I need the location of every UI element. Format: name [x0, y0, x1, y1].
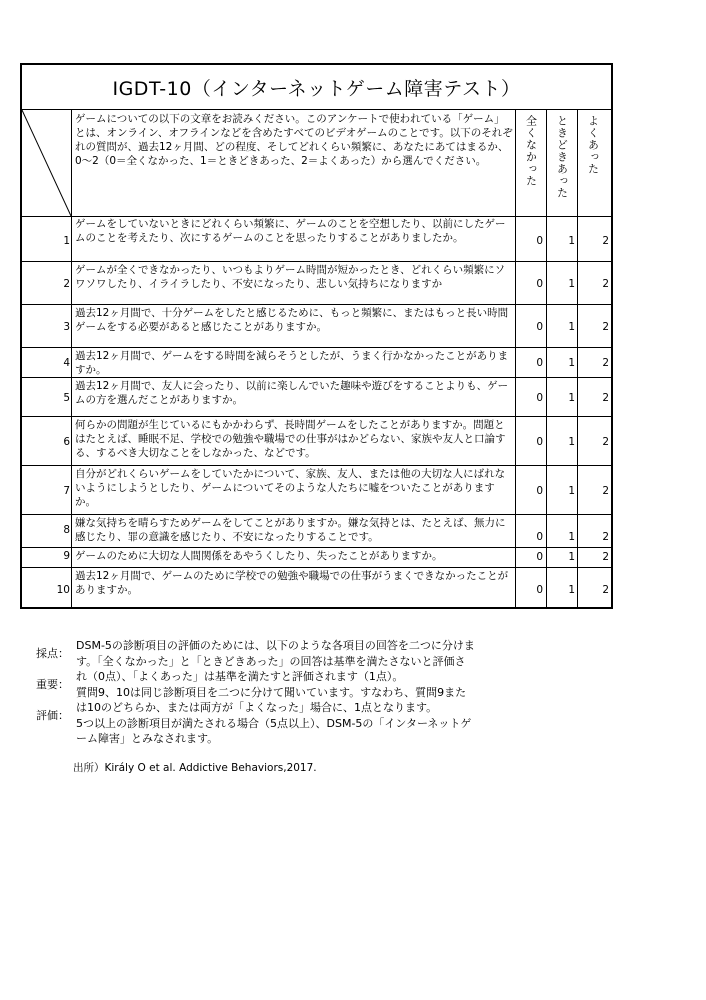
- page-title: IGDT-10（インターネットゲーム障害テスト）: [22, 65, 611, 110]
- score-never: 0: [536, 551, 543, 563]
- score-never: 0: [536, 235, 543, 247]
- score-never: 0: [536, 321, 543, 333]
- important-text: 質問9、10は同じ診断項目を二つに分けて聞いています。すなわち、質問9または10のどちらか、または両方が「よくなった」場合に、1点となります。: [76, 685, 467, 714]
- score-sometimes: 1: [568, 584, 575, 596]
- scoring-text: DSM-5の診断項目の評価のためには、以下のような各項目の回答を二つに分けます。「全くなかった」と「ときどきあった」の回答は基準を満たさないと評価され（0点）、「よくあった」は基準を満たすと評価されます（1点）。: [76, 639, 475, 683]
- score-sometimes: 1: [568, 357, 575, 369]
- column-header-never: 全くなかった: [524, 115, 538, 187]
- questionnaire-table: [20, 63, 613, 609]
- source-citation: 出所）Király O et al. Addictive Behaviors,2017.: [73, 762, 317, 774]
- score-never: 0: [536, 531, 543, 543]
- notes-body: [76, 638, 476, 747]
- score-sometimes: 1: [568, 531, 575, 543]
- question-text: 自分がどれくらいゲームをしていたかについて、家族、友人、または他の大切な人にばれないようにしようとしたり、ゲームについてそのような人たちに嘘をついたことがありますか。: [75, 468, 506, 508]
- question-text: 過去12ヶ月間で、ゲームのために学校での勉強や職場での仕事がうまくできなかったことがありますか。: [75, 570, 509, 596]
- score-never: 0: [536, 485, 543, 497]
- question-number: 6: [63, 436, 70, 448]
- score-sometimes: 1: [568, 392, 575, 404]
- score-sometimes: 1: [568, 278, 575, 290]
- question-text: 過去12ヶ月間で、友人に会ったり、以前に楽しんでいた趣味や遊びをすることよりも、ゲームの方を選んだことがありますか。: [75, 380, 509, 406]
- score-often: 2: [602, 357, 609, 369]
- column-header-sometimes: ときどきあった: [555, 115, 569, 199]
- question-number: 2: [63, 278, 70, 290]
- grid-line: [577, 110, 578, 607]
- column-header-often: よくあった: [586, 115, 600, 175]
- question-text: 何らかの問題が生じているにもかかわらず、長時間ゲームをしたことがありますか。問題とはたとえば、睡眠不足、学校での勉強や職場での仕事がはかどらない、家族や友人と口論する、するべき大切なことをしなかった、などです。: [75, 419, 506, 459]
- important-label: 重要：: [36, 678, 69, 691]
- evaluation-text: 5つ以上の診断項目が満たされる場合（5点以上）、DSM-5の「インターネットゲーム障害」とみなされます。: [76, 716, 472, 745]
- score-often: 2: [602, 278, 609, 290]
- score-sometimes: 1: [568, 235, 575, 247]
- score-never: 0: [536, 584, 543, 596]
- score-sometimes: 1: [568, 551, 575, 563]
- question-number: 4: [63, 357, 70, 369]
- score-never: 0: [536, 436, 543, 448]
- evaluation-label: 評価：: [36, 709, 69, 722]
- score-often: 2: [602, 321, 609, 333]
- score-often: 2: [602, 551, 609, 563]
- question-text: 嫌な気持ちを晴らすためゲームをしてことがありますか。嫌な気持とは、たとえば、無力に感じたり、罪の意識を感じたり、不安になったりすることです。: [75, 517, 506, 543]
- scoring-label: 採点：: [36, 647, 69, 660]
- score-often: 2: [602, 392, 609, 404]
- score-often: 2: [602, 235, 609, 247]
- question-number: 7: [63, 485, 70, 497]
- score-often: 2: [602, 584, 609, 596]
- question-text: ゲームのために大切な人間関係をあやうくしたり、失ったことがありますか。: [75, 550, 443, 562]
- score-sometimes: 1: [568, 321, 575, 333]
- question-text: ゲームをしていないときにどれくらい頻繁に、ゲームのことを空想したり、以前にしたゲームのことを考えたり、次にするゲームのことを思ったりすることがありましたか。: [75, 218, 506, 244]
- question-number: 3: [63, 321, 70, 333]
- question-text: 過去12ヶ月間で、十分ゲームをしたと感じるために、もっと頻繁に、またはもっと長い時間ゲームをする必要があると感じたことがありますか。: [75, 307, 509, 333]
- question-number: 5: [63, 392, 70, 404]
- instructions-text: ゲームについての以下の文章をお読みください。このアンケートで使われている「ゲーム」とは、オンライン、オフラインなどを含めたすべてのビデオゲームのことです。以下のそれぞれの質問が、過去12ヶ月間、どの程度、そしてどれくらい頻繁に、あなたにあてはまるか、0～2（0＝全くなかった、1＝ときどきあった、2＝よくあった）から選んでください。: [75, 113, 513, 167]
- question-number: 8: [63, 524, 70, 536]
- question-number: 1: [63, 235, 70, 247]
- question-number: 9: [63, 550, 70, 562]
- score-often: 2: [602, 531, 609, 543]
- question-text: 過去12ヶ月間で、ゲームをする時間を減らそうとしたが、うまく行かなかったことがありますか。: [75, 350, 509, 376]
- grid-line: [71, 110, 72, 607]
- score-often: 2: [602, 436, 609, 448]
- score-never: 0: [536, 357, 543, 369]
- header-diagonal: [22, 110, 71, 216]
- score-never: 0: [536, 392, 543, 404]
- question-number: 10: [56, 584, 70, 596]
- score-sometimes: 1: [568, 436, 575, 448]
- score-often: 2: [602, 485, 609, 497]
- score-sometimes: 1: [568, 485, 575, 497]
- question-text: ゲームが全くできなかったり、いつもよりゲーム時間が短かったとき、どれくらい頻繁にソワソワしたり、イライラしたり、不安になったり、悲しい気持ちになりますか: [75, 264, 506, 290]
- score-never: 0: [536, 278, 543, 290]
